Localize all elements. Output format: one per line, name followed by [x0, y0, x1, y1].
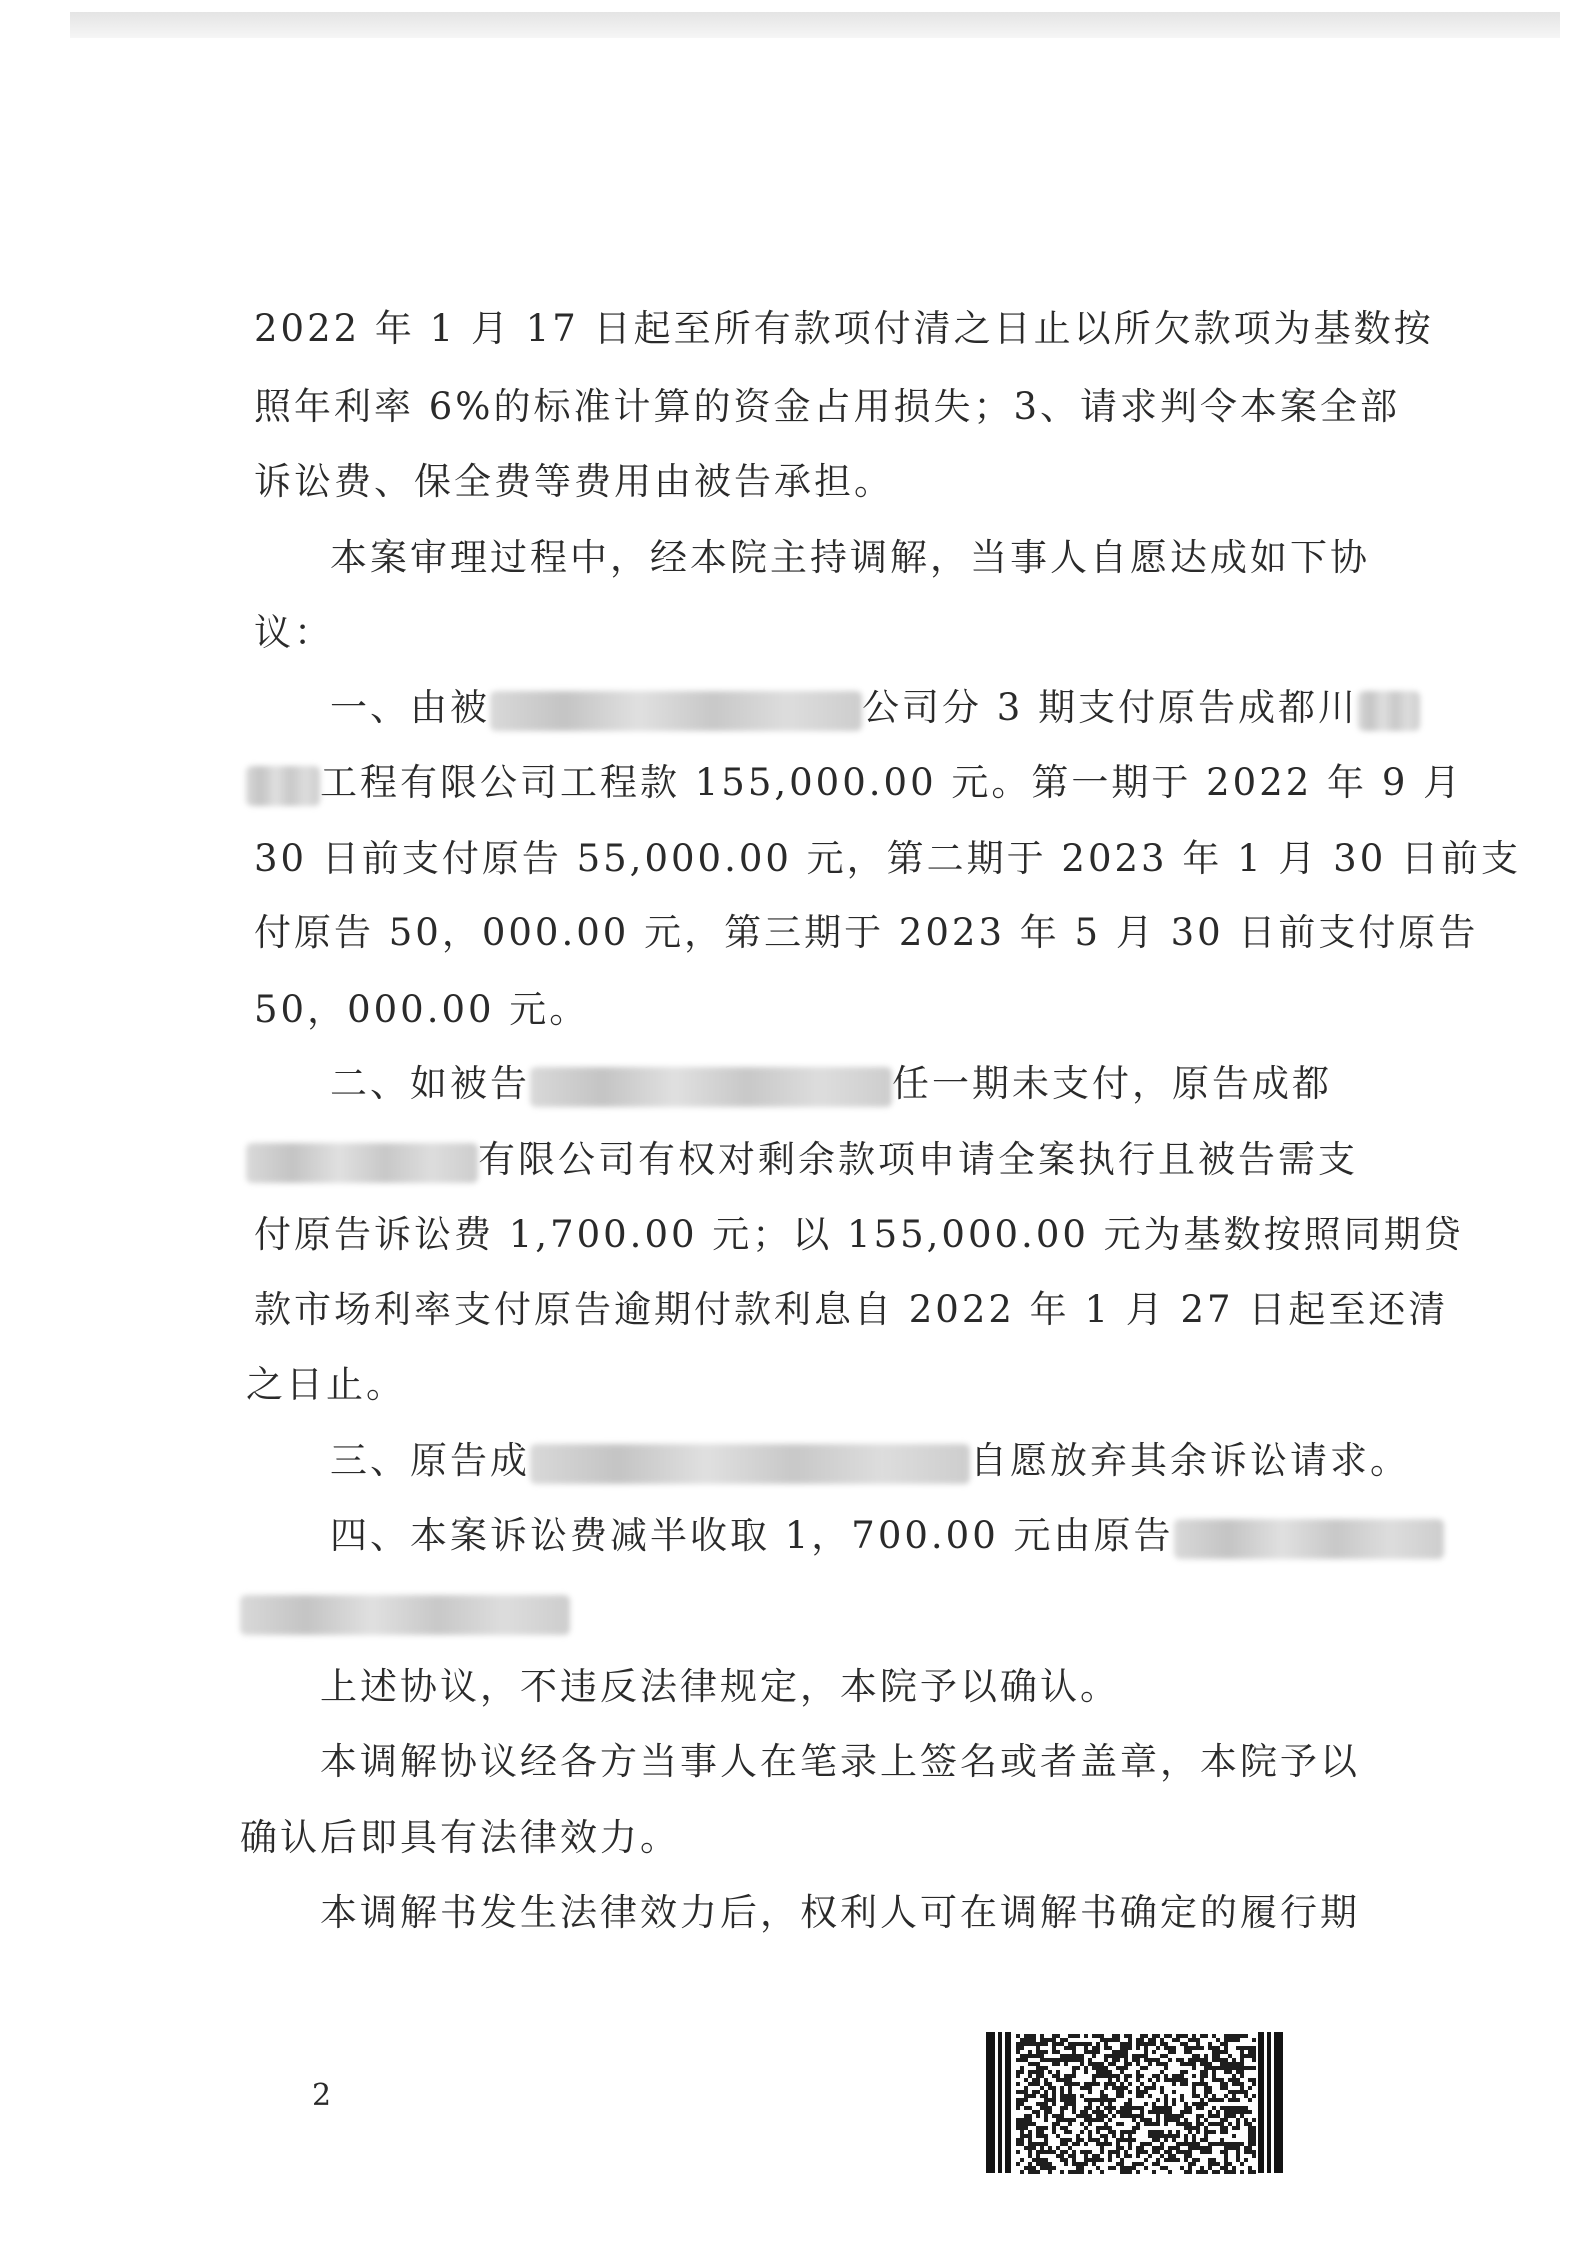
- redaction: [1358, 691, 1420, 731]
- text-line: [0, 1061, 1588, 1107]
- text-line: 上述协议，不违反法律规定，本院予以确认。: [320, 1665, 1120, 1708]
- text-segment: 任一期未支付，原告成都: [892, 1062, 1332, 1105]
- text-line: 照年利率 6%的标准计算的资金占用损失；3、请求判令本案全部: [254, 385, 1400, 428]
- text-segment: 工程有限公司工程款 155,000.00 元。第一期于 2022 年 9 月: [320, 761, 1464, 804]
- text-segment: 有限公司有权对剩余款项申请全案执行且被告需支: [478, 1138, 1358, 1181]
- text-segment: 四、本案诉讼费减半收取 1，700.00 元由原告: [330, 1514, 1174, 1557]
- text-line: [0, 760, 1588, 806]
- text-line: 2022 年 1 月 17 日起至所有款项付清之日止以所欠款项为基数按: [254, 307, 1434, 350]
- text-line: 确认后即具有法律效力。: [240, 1816, 680, 1859]
- redaction: [490, 691, 862, 731]
- text-line: 本案审理过程中，经本院主持调解，当事人自愿达成如下协: [330, 536, 1370, 579]
- text-line: 诉讼费、保全费等费用由被告承担。: [254, 460, 894, 503]
- barcode-image: [986, 2030, 1286, 2175]
- text-line: 30 日前支付原告 55,000.00 元，第二期于 2023 年 1 月 30 日前支: [254, 837, 1522, 880]
- redaction: [1174, 1519, 1444, 1559]
- redaction: [246, 766, 320, 806]
- text-segment: 三、原告成: [330, 1439, 530, 1482]
- text-line: 付原告 50，000.00 元，第三期于 2023 年 5 月 30 日前支付原告: [254, 911, 1479, 954]
- text-line: [0, 1438, 1588, 1484]
- text-line: 付原告诉讼费 1,700.00 元；以 155,000.00 元为基数按照同期贷: [254, 1213, 1464, 1256]
- page-number: 2: [312, 2078, 332, 2113]
- text-line: 本调解协议经各方当事人在笔录上签名或者盖章，本院予以: [320, 1740, 1360, 1783]
- text-segment: 二、如被告: [330, 1062, 530, 1105]
- redaction: [246, 1143, 478, 1183]
- text-line: [0, 685, 1588, 731]
- text-line: [0, 1137, 1588, 1183]
- text-line: [0, 1513, 1588, 1559]
- text-segment: 公司分 3 期支付原告成都川: [862, 686, 1359, 729]
- text-line: 之日止。: [246, 1363, 406, 1406]
- redaction: [530, 1444, 970, 1484]
- redaction: [240, 1595, 570, 1635]
- text-line: [0, 1589, 1588, 1635]
- text-line: 议：: [254, 611, 334, 654]
- scan-top-edge: [70, 12, 1560, 38]
- text-segment: 一、由被: [330, 686, 490, 729]
- redaction: [530, 1067, 892, 1107]
- text-line: 款市场利率支付原告逾期付款利息自 2022 年 1 月 27 日起至还清: [254, 1288, 1449, 1331]
- text-line: 本调解书发生法律效力后，权利人可在调解书确定的履行期: [320, 1891, 1360, 1934]
- text-segment: 自愿放弃其余诉讼请求。: [970, 1439, 1410, 1482]
- text-line: 50，000.00 元。: [254, 988, 590, 1031]
